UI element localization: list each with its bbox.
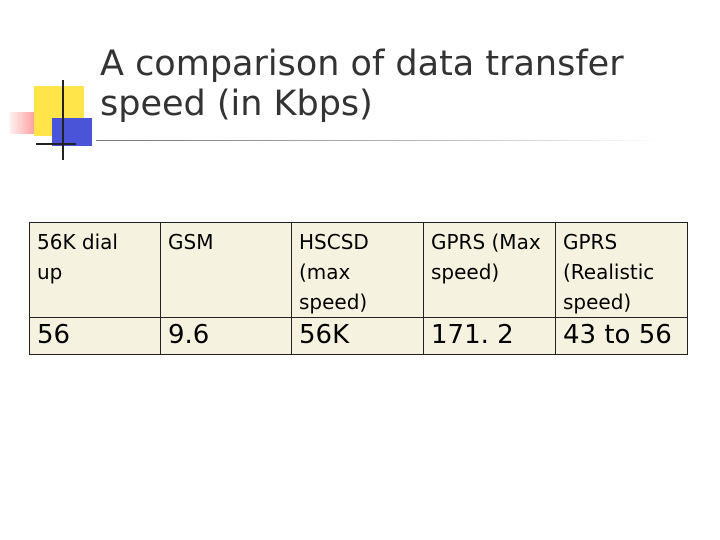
title-underline [96,140,660,141]
header-line: HSCSD [299,230,369,254]
decorative-horizontal-line [36,143,76,145]
header-line: speed) [431,260,500,284]
table-values-row [30,318,688,355]
header-line: (Realistic [563,260,655,284]
table-header-row [30,223,688,318]
value-cell-hscsd: 56K [292,318,424,355]
slide-title-line: speed (in Kbps) [100,84,373,124]
header-cell-gsm [161,223,292,318]
slide-title-line: A comparison of data transfer [100,44,624,84]
header-cell-gprs-max [424,223,556,318]
value-cell-gsm: 9.6 [161,318,292,355]
header-cell-dial-up [30,223,161,318]
header-line: (max [299,260,351,284]
header-line: GPRS [563,230,618,254]
header-line: speed) [299,290,368,314]
slide-title [100,44,700,124]
value-cell-gprs-realistic: 43 to 56 [556,318,688,355]
header-line: up [37,260,63,284]
value-cell-dial-up: 56 [30,318,161,355]
header-line: speed) [563,290,632,314]
decorative-blue-square [52,118,92,146]
decorative-vertical-line [62,80,64,160]
speed-comparison-table [29,222,688,355]
value-cell-gprs-max: 171. 2 [424,318,556,355]
header-cell-gprs-realistic [556,223,688,318]
header-line: GPRS (Max [431,230,541,254]
header-line: GSM [168,230,214,254]
header-cell-hscsd [292,223,424,318]
header-line: 56K dial [37,230,118,254]
